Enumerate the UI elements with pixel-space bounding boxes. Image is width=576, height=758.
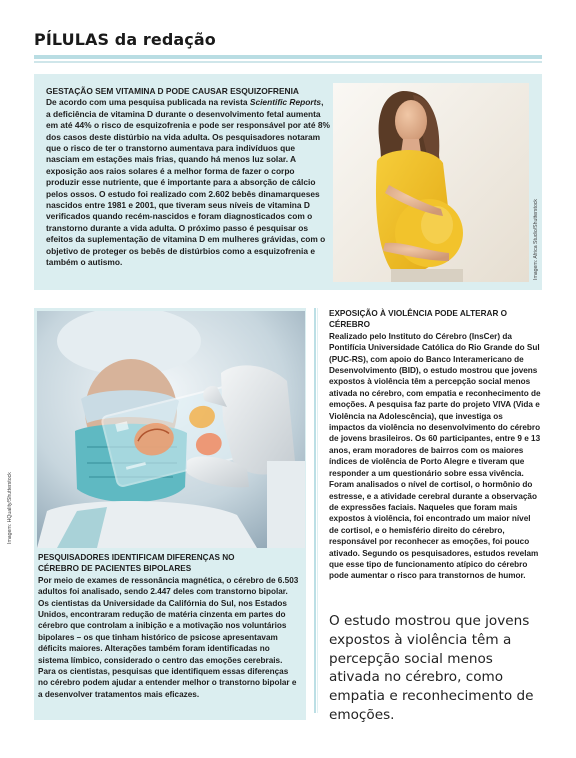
journal-name: Scientific Reports bbox=[249, 97, 322, 108]
bipolar-headline-line1: PESQUISADORES IDENTIFICAM DIFERENÇAS NO bbox=[38, 553, 235, 562]
violence-headline: EXPOSIÇÃO À VIOLÊNCIA PODE ALTERAR O CÉREBRO bbox=[329, 309, 508, 330]
violence-body: Realizado pelo Instituto do Cérebro (InsCer) da Pontifícia Universidade Católica do Rio Grande do Sul (PUC-RS), com apoio do Banco Interamericano de Desenvolvimento (BID), o estudo mostrou que jovens expostos à violência têm a percepção social menos ativada no cérebro, com empatia e reconhecimento de emoções. A pesquisa faz parte do projeto VIVA (Vida e Violência na Adolescência), que investiga os impactos da violência no desenvolvimento do cérebro de jovens brasileiros. Os 60 participantes, entre 9 e 13 anos, eram moradores de bairros com os maiores índices de violência de Porto Alegre e tiveram que responder a um questionário sobre essa vivência. Foram analisados o nível de cortisol, o hormônio do estresse, e a atividade cerebral durante a observação de expressões faciais. Naqueles que foram mais expostos à violência, foi encontrado um maior nível de cortisol, e o hemisfério direito do cérebro, responsável por reconhecer as emoções, foi pouco ativado. Segundo os pesquisadores, estudos revelam que esse tipo de funcionamento atípico do cérebro pode aumentar o risco para transtornos de humor. bbox=[329, 331, 541, 581]
page-title: PÍLULAS da redação bbox=[34, 30, 216, 49]
vitamin-d-photo-credit: Imagem: Africa Studio/Shutterstock bbox=[533, 198, 539, 280]
violence-article-text bbox=[329, 308, 541, 582]
pregnant-woman-photo bbox=[333, 83, 529, 282]
pregnant-woman-illustration bbox=[333, 83, 529, 282]
title-rule-thin bbox=[34, 61, 542, 63]
vitamin-d-body-lead: De acordo com uma pesquisa publicada na revista bbox=[46, 97, 250, 108]
bipolar-headline-line2: CÉREBRO DE PACIENTES BIPOLARES bbox=[38, 564, 192, 574]
vitamin-d-article-panel bbox=[34, 74, 542, 290]
bipolar-body: Por meio de exames de ressonância magnética, o cérebro de 6.503 adultos foi analisado, sendo 2.447 deles com transtorno bipolar. Os cientistas da Universidade da Califórnia do Sul, nos Estados Unidos, encontraram redução de matéria cinzenta em partes do cérebro que controlam a inibição e a motivação nos voluntários bipolares – os que tinham histórico de psicose apresentavam déficits maiores. Alterações também foram identificadas no sistema límbico, considerado o centro das emoções cerebrais. Para os cientistas, pesquisas que identifiquem essas diferenças no cérebro podem ajudar a entender melhor o transtorno bipolar e a desenvolver tratamentos mais eficazes. bbox=[38, 575, 299, 699]
pull-quote: O estudo mostrou que jovens expostos à violência têm a percepção social menos ativada no cérebro, como empatia e reconhecimento de emoções. bbox=[329, 613, 534, 723]
title-rule bbox=[34, 55, 542, 59]
scientist-brain-slide-illustration bbox=[37, 311, 305, 548]
vitamin-d-headline: GESTAÇÃO SEM VITAMINA D PODE CAUSAR ESQUIZOFRENIA bbox=[46, 86, 299, 96]
bipolar-article-text bbox=[38, 552, 300, 700]
column-rule bbox=[314, 308, 316, 713]
vitamin-d-body-rest: , a deficiência de vitamina D durante o desenvolvimento fetal aumenta em até 44% o risco de esquizofrenia e pode ser responsável por até 8% dos casos deste distúrbio na vida adulta. Os pesquisadores notaram que o risco de ter o transtorno aumentava para indivíduos que nasciam em estações mais frias, quando há menos luz solar. A exposição aos raios solares é a melhor forma de fazer o corpo produzir esse nutriente, que é importante para a absorção de cálcio pelos ossos. O estudo foi realizado com 2.602 bebês dinamarqueses nascidos entre 1981 e 2001, que tiveram seus níveis de vitamina D verificados quando recém-nascidos e foram diagnosticados com o transtorno durante a vida adulta. O próximo passo é pesquisar os efeitos da suplementação de vitamina D em mulheres grávidas, com o objetivo de proteger os bebês de distúrbios como a esquizofrenia e também o autismo. bbox=[46, 97, 330, 268]
vitamin-d-body bbox=[46, 97, 330, 268]
violence-article-column bbox=[318, 308, 546, 723]
column-rule-light bbox=[317, 308, 318, 713]
bipolar-article-panel bbox=[7, 308, 306, 720]
bipolar-photo-credit: Imagem: HQuality/Shutterstock bbox=[7, 472, 13, 544]
vitamin-d-article-text bbox=[46, 86, 330, 269]
lab-scientist-photo bbox=[37, 311, 305, 548]
